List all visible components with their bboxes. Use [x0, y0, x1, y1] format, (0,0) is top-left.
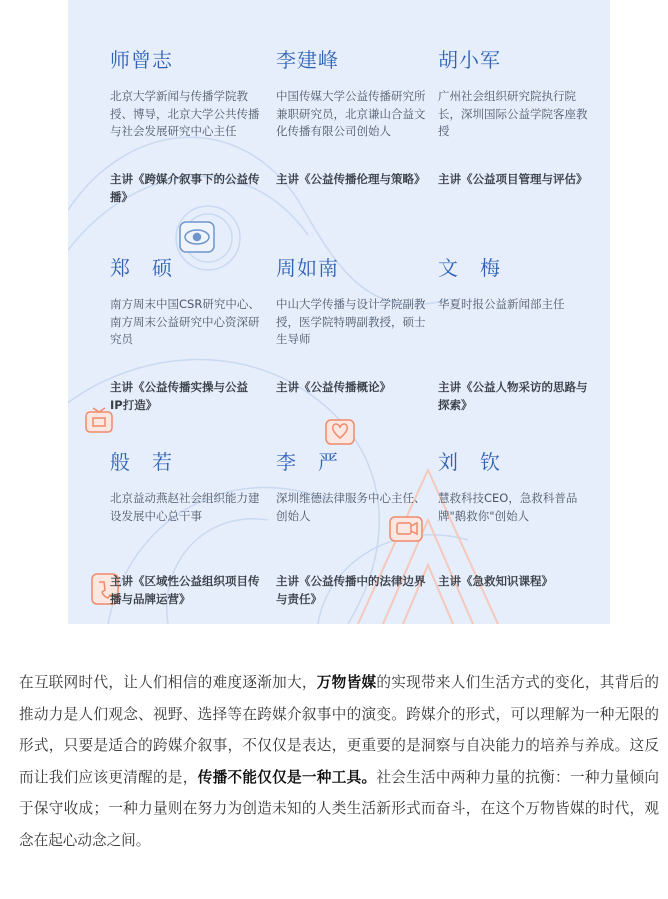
speaker-name: 周如南	[276, 256, 339, 280]
speaker-course: 主讲《跨媒介叙事下的公益传播》	[110, 172, 260, 204]
speaker-name: 李 严	[276, 450, 339, 474]
speaker-name: 文 梅	[438, 256, 501, 280]
speaker-bio: 中国传媒大学公益传播研究所兼职研究员，北京谦山合益文化传播有限公司创始人	[276, 89, 426, 138]
speaker-bio: 华夏时报公益新闻部主任	[438, 297, 565, 311]
speaker-bio: 广州社会组织研究院执行院长，深圳国际公益学院客座教授	[438, 89, 588, 138]
speaker-card	[438, 450, 588, 590]
speaker-name: 刘 钦	[438, 450, 501, 474]
speaker-bio: 深圳维德法律服务中心主任、创始人	[276, 491, 426, 523]
speaker-name: 师曾志	[110, 48, 173, 72]
heart-icon	[326, 420, 354, 444]
speaker-course: 主讲《公益人物采访的思路与探索》	[438, 380, 588, 412]
speaker-course: 主讲《公益传播实操与公益IP打造》	[110, 380, 248, 412]
speaker-card	[110, 256, 260, 414]
speaker-bio: 南方周末中国CSR研究中心、南方周末公益研究中心资深研究员	[110, 297, 260, 346]
speaker-card	[438, 256, 588, 414]
speaker-name: 胡小军	[438, 48, 501, 72]
speaker-bio: 北京益动燕赵社会组织能力建设发展中心总干事	[110, 491, 260, 523]
eye-icon	[180, 222, 214, 252]
tv-icon	[86, 408, 112, 432]
speaker-course: 主讲《公益传播伦理与策略》	[276, 172, 426, 186]
article-bold-text: 万物皆媒	[316, 674, 377, 691]
speaker-course: 主讲《公益项目管理与评估》	[438, 172, 588, 186]
speaker-course: 主讲《公益传播概论》	[276, 380, 391, 394]
speaker-card	[438, 48, 588, 188]
speaker-course: 主讲《急救知识课程》	[438, 574, 553, 588]
speaker-card	[276, 48, 426, 188]
article-text: 社会生活中两种力量的抗衡：一种力量倾向于保守收成；一种力量则在努力为创造未知的人类生活新形式而奋斗，在这个万物皆媒的时代，观念在起心动念之间。	[19, 768, 659, 849]
speaker-card	[276, 450, 426, 608]
article-text: 在互联网时代，让人们相信的难度逐渐加大，	[19, 674, 317, 691]
speaker-card	[276, 256, 426, 396]
article-text: 的实现带来人们生活方式的变化，其背后的推动力是人们观念、视野、选择等在跨媒介叙事中的演变。跨媒介的形式，可以理解为一种无限的形式，只要是适合的跨媒介叙事，不仅仅是表达，更重要的是洞察与自决能力的培养与养成。这反而让我们应该更清醒的是，	[19, 674, 659, 786]
speaker-card	[110, 48, 260, 206]
speaker-bio: 慧救科技CEO，急救科普品牌"鹅救你"创始人	[438, 491, 578, 523]
speaker-name: 李建峰	[276, 48, 339, 72]
speaker-name: 郑 硕	[110, 256, 173, 280]
speaker-name: 般 若	[110, 450, 173, 474]
speaker-card	[110, 450, 260, 608]
speaker-bio: 中山大学传播与设计学院副教授，医学院特聘副教授，硕士生导师	[276, 297, 426, 346]
speakers-poster	[68, 0, 610, 624]
article-bold-text: 传播不能仅仅是一种工具。	[197, 768, 377, 786]
article-paragraph	[19, 667, 659, 856]
speaker-bio: 北京大学新闻与传播学院教授、博导，北京大学公共传播与社会发展研究中心主任	[110, 89, 260, 138]
speaker-course: 主讲《公益传播中的法律边界与责任》	[276, 574, 426, 606]
speaker-course: 主讲《区域性公益组织项目传播与品牌运营》	[110, 574, 260, 606]
